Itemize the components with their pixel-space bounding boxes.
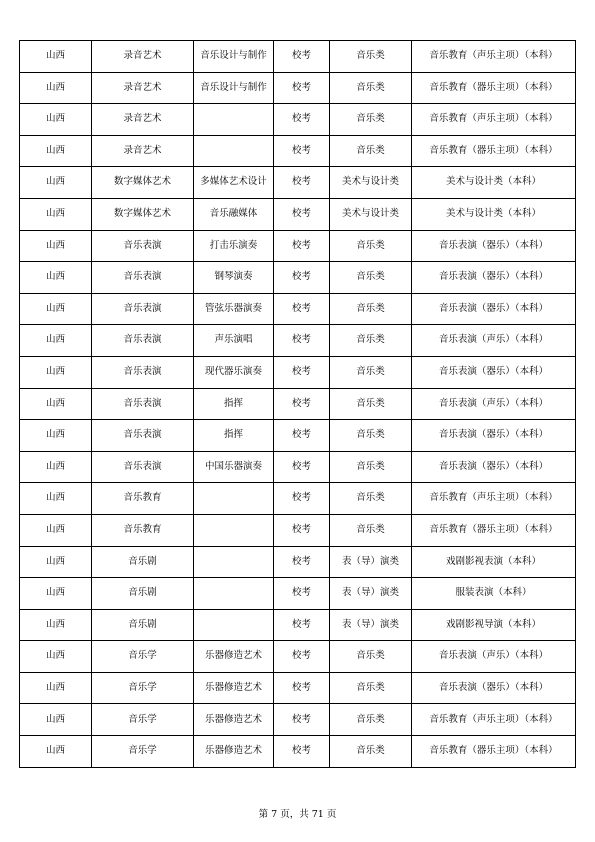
category-cell: 音乐类 [330,704,412,736]
program-cell: 音乐教育（器乐主项）（本科） [412,514,576,546]
direction-cell: 乐器修造艺术 [194,641,274,673]
province-cell: 山西 [20,293,92,325]
table-row [20,672,576,704]
province-cell: 山西 [20,325,92,357]
exam-type-cell: 校考 [274,325,330,357]
direction-cell: 乐器修造艺术 [194,704,274,736]
province-cell: 山西 [20,578,92,610]
province-cell: 山西 [20,41,92,73]
table-row [20,451,576,483]
major-cell: 录音艺术 [92,104,194,136]
major-cell: 音乐表演 [92,356,194,388]
category-cell: 音乐类 [330,293,412,325]
category-cell: 音乐类 [330,514,412,546]
category-cell: 音乐类 [330,262,412,294]
exam-type-cell: 校考 [274,641,330,673]
program-cell: 音乐教育（器乐主项）（本科） [412,135,576,167]
direction-cell: 声乐演唱 [194,325,274,357]
program-cell: 音乐表演（声乐）（本科） [412,325,576,357]
major-cell: 数字媒体艺术 [92,167,194,199]
major-cell: 录音艺术 [92,72,194,104]
category-cell: 音乐类 [330,483,412,515]
table-row [20,356,576,388]
table-row [20,198,576,230]
table-row [20,230,576,262]
direction-cell: 音乐设计与制作 [194,72,274,104]
exam-type-cell: 校考 [274,672,330,704]
program-cell: 音乐教育（声乐主项）（本科） [412,104,576,136]
table-row [20,704,576,736]
program-cell: 戏剧影视表演（本科） [412,546,576,578]
program-cell: 音乐表演（声乐）（本科） [412,641,576,673]
direction-cell: 音乐设计与制作 [194,41,274,73]
exam-type-cell: 校考 [274,736,330,768]
program-cell: 美术与设计类（本科） [412,167,576,199]
table-row [20,104,576,136]
direction-cell: 指挥 [194,388,274,420]
exam-type-cell: 校考 [274,578,330,610]
direction-cell [194,135,274,167]
province-cell: 山西 [20,420,92,452]
province-cell: 山西 [20,104,92,136]
direction-cell: 中国乐器演奏 [194,451,274,483]
province-cell: 山西 [20,72,92,104]
province-cell: 山西 [20,483,92,515]
major-cell: 音乐表演 [92,230,194,262]
program-cell: 音乐表演（器乐）（本科） [412,262,576,294]
province-cell: 山西 [20,262,92,294]
program-cell: 音乐表演（器乐）（本科） [412,451,576,483]
admissions-table [19,40,576,768]
major-cell: 音乐教育 [92,514,194,546]
table-row [20,41,576,73]
direction-cell: 音乐融媒体 [194,198,274,230]
category-cell: 美术与设计类 [330,198,412,230]
table-row [20,641,576,673]
exam-type-cell: 校考 [274,704,330,736]
program-cell: 音乐教育（声乐主项）（本科） [412,41,576,73]
province-cell: 山西 [20,356,92,388]
direction-cell: 乐器修造艺术 [194,672,274,704]
major-cell: 音乐剧 [92,578,194,610]
table-row [20,578,576,610]
major-cell: 音乐学 [92,672,194,704]
table-row [20,546,576,578]
major-cell: 数字媒体艺术 [92,198,194,230]
major-cell: 录音艺术 [92,135,194,167]
category-cell: 音乐类 [330,104,412,136]
major-cell: 音乐学 [92,736,194,768]
exam-type-cell: 校考 [274,262,330,294]
category-cell: 美术与设计类 [330,167,412,199]
table-row [20,420,576,452]
province-cell: 山西 [20,546,92,578]
province-cell: 山西 [20,704,92,736]
province-cell: 山西 [20,451,92,483]
table-body [20,41,576,768]
exam-type-cell: 校考 [274,72,330,104]
exam-type-cell: 校考 [274,388,330,420]
category-cell: 音乐类 [330,451,412,483]
major-cell: 音乐学 [92,641,194,673]
major-cell: 音乐表演 [92,293,194,325]
category-cell: 音乐类 [330,325,412,357]
program-cell: 戏剧影视导演（本科） [412,609,576,641]
table-row [20,72,576,104]
direction-cell [194,609,274,641]
exam-type-cell: 校考 [274,609,330,641]
program-cell: 音乐教育（声乐主项）（本科） [412,483,576,515]
category-cell: 音乐类 [330,135,412,167]
major-cell: 录音艺术 [92,41,194,73]
category-cell: 音乐类 [330,641,412,673]
direction-cell: 管弦乐器演奏 [194,293,274,325]
exam-type-cell: 校考 [274,198,330,230]
province-cell: 山西 [20,514,92,546]
province-cell: 山西 [20,230,92,262]
province-cell: 山西 [20,388,92,420]
province-cell: 山西 [20,198,92,230]
province-cell: 山西 [20,135,92,167]
major-cell: 音乐表演 [92,451,194,483]
direction-cell: 多媒体艺术设计 [194,167,274,199]
province-cell: 山西 [20,672,92,704]
major-cell: 音乐教育 [92,483,194,515]
program-cell: 音乐表演（器乐）（本科） [412,293,576,325]
category-cell: 音乐类 [330,356,412,388]
major-cell: 音乐表演 [92,388,194,420]
major-cell: 音乐表演 [92,262,194,294]
direction-cell [194,483,274,515]
page-footer: 第 7 页，共 71 页 [258,809,337,820]
province-cell: 山西 [20,167,92,199]
category-cell: 音乐类 [330,72,412,104]
category-cell: 表（导）演类 [330,546,412,578]
table-row [20,167,576,199]
exam-type-cell: 校考 [274,356,330,388]
program-cell: 音乐表演（器乐）（本科） [412,672,576,704]
exam-type-cell: 校考 [274,167,330,199]
province-cell: 山西 [20,641,92,673]
major-cell: 音乐剧 [92,546,194,578]
exam-type-cell: 校考 [274,514,330,546]
province-cell: 山西 [20,736,92,768]
category-cell: 音乐类 [330,672,412,704]
major-cell: 音乐表演 [92,325,194,357]
direction-cell: 钢琴演奏 [194,262,274,294]
program-cell: 音乐表演（器乐）（本科） [412,356,576,388]
major-cell: 音乐学 [92,704,194,736]
direction-cell [194,578,274,610]
program-cell: 音乐表演（声乐）（本科） [412,388,576,420]
program-cell: 音乐表演（器乐）（本科） [412,420,576,452]
table-row [20,609,576,641]
table-row [20,736,576,768]
table-row [20,135,576,167]
exam-type-cell: 校考 [274,546,330,578]
exam-type-cell: 校考 [274,135,330,167]
direction-cell: 乐器修造艺术 [194,736,274,768]
major-cell: 音乐表演 [92,420,194,452]
exam-type-cell: 校考 [274,451,330,483]
exam-type-cell: 校考 [274,420,330,452]
exam-type-cell: 校考 [274,230,330,262]
table-row [20,483,576,515]
province-cell: 山西 [20,609,92,641]
program-cell: 音乐教育（器乐主项）（本科） [412,736,576,768]
exam-type-cell: 校考 [274,483,330,515]
program-cell: 音乐教育（声乐主项）（本科） [412,704,576,736]
exam-type-cell: 校考 [274,41,330,73]
direction-cell [194,514,274,546]
table-row [20,388,576,420]
program-cell: 美术与设计类（本科） [412,198,576,230]
direction-cell: 指挥 [194,420,274,452]
direction-cell: 打击乐演奏 [194,230,274,262]
table-row [20,514,576,546]
table-row [20,293,576,325]
direction-cell: 现代器乐演奏 [194,356,274,388]
table-row [20,262,576,294]
category-cell: 音乐类 [330,420,412,452]
category-cell: 表（导）演类 [330,578,412,610]
exam-type-cell: 校考 [274,293,330,325]
program-cell: 音乐教育（器乐主项）（本科） [412,72,576,104]
table-row [20,325,576,357]
direction-cell [194,104,274,136]
category-cell: 表（导）演类 [330,609,412,641]
program-cell: 音乐表演（器乐）（本科） [412,230,576,262]
category-cell: 音乐类 [330,230,412,262]
program-cell: 服装表演（本科） [412,578,576,610]
exam-type-cell: 校考 [274,104,330,136]
category-cell: 音乐类 [330,41,412,73]
direction-cell [194,546,274,578]
major-cell: 音乐剧 [92,609,194,641]
category-cell: 音乐类 [330,736,412,768]
category-cell: 音乐类 [330,388,412,420]
